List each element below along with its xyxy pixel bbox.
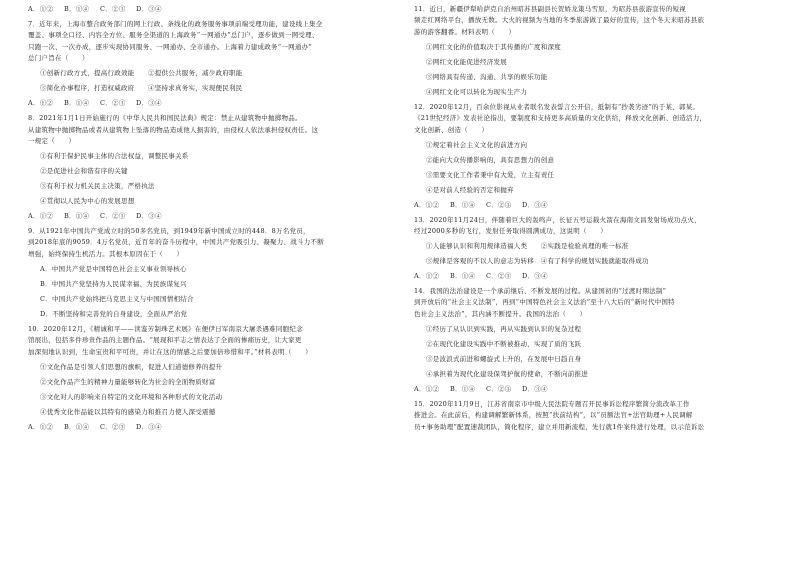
option-line: ④优秀文化作品能以其特有的感染力和推召力使人深受震撼 <box>40 407 216 416</box>
option-line: ①网红文化的价值取决于其传播的广度和深度 <box>426 42 561 51</box>
option-line: ①有利于保护民事主体的合法权益，调整民事关系 <box>40 152 189 161</box>
option-line: ①创新行政方式，提高行政效能 ②提供公共服务，减少政府职能 <box>40 69 243 78</box>
answer-choice: A．①② <box>28 5 54 13</box>
answer-choice: C．②③ <box>486 384 512 393</box>
question-line: 8．2021年1月1日开始施行的《中华人民共和国民法典》规定：禁止从建筑物中抛掷物品。 <box>28 114 302 123</box>
answer-choice: D．③④ <box>522 272 548 281</box>
option-line: D．不断坚持和完善党的自身建设，全面从严治党 <box>40 309 188 318</box>
answer-choice: C．②③ <box>486 200 512 209</box>
answer-choice: C．②③ <box>100 422 126 431</box>
option-line: ③需要文化工作者秉中有大爱，立主有责任 <box>426 170 555 179</box>
answer-choice: D．③④ <box>136 5 162 13</box>
option-line: A．中国共产党是中国特色社会主义事业领导核心 <box>40 264 187 273</box>
answer-choices <box>28 211 380 222</box>
answer-choice: C．②③ <box>100 5 126 13</box>
option-line: ③有利于权力机关民主决策，严格执法 <box>40 182 155 191</box>
option-line: ②是促进社会和谐有序的关键 <box>40 167 128 176</box>
answer-choice: A．①② <box>28 99 54 108</box>
question-line: 《21世纪经济》发表社论指出，要制度和支持更多高质量的文化供给，释放文化创新、创造活力， <box>414 114 707 123</box>
answer-choice: A．①② <box>28 422 54 431</box>
question-line: 一规定（ ） <box>28 137 76 146</box>
question-line: 文化创新、创造（ ） <box>414 125 489 134</box>
answer-choices <box>28 98 380 109</box>
answer-choice: C．②③ <box>486 272 512 281</box>
option-line: ③简化办事程序，打造权威政府 ④坚持求真务实，实现便民利民 <box>40 84 243 93</box>
answer-choice: A．①② <box>414 200 440 209</box>
question-line: 加深刻地认识到，生命宝贵和平可贵，并让在这的情感之后要加倍珍惜和平。”材料表明（ ） <box>28 347 312 356</box>
option-line: ②在现代化建设实践中不断被推动，实现了质的飞跃 <box>426 339 582 348</box>
option-line: ①文化作品是引领人们思想的旗帜，促进人们道德修养的提升 <box>40 362 223 371</box>
answer-choice: B．①④ <box>64 422 90 431</box>
answer-choice: C．②③ <box>100 99 126 108</box>
question-line: 总门户旨在（ ） <box>28 54 89 63</box>
left-column <box>28 4 380 433</box>
answer-choices <box>414 200 766 211</box>
question-line: 馆展出，包括多件珍贵作品的主题作品。“展现和平志之情表达了全面的惨痛历史，让大家更 <box>28 336 302 345</box>
question-line: 从建筑物中抛掷物品或者从建筑物上坠落的物品造成他人损害的，由侵权人依法承担侵权责任。这 <box>28 125 319 134</box>
answer-choice: C．②③ <box>100 212 126 221</box>
answer-choice: A．①② <box>414 272 440 281</box>
answer-choices <box>28 422 380 433</box>
question-line: 11．近日，新疆伊犁哈萨克自治州昭苏县副县长贺娇龙策马雪原，为昭苏县旅游宣传的短视 <box>414 5 687 13</box>
option-line: ④承担着为现代化建设保驾护航的使命，不断向前推进 <box>426 369 588 378</box>
answer-choices <box>414 384 766 395</box>
answer-choice: D．③④ <box>136 212 162 221</box>
option-line: ④网红文化可以转化为现实生产力 <box>426 87 528 96</box>
question-line: 到开放后的“社会主义法制”，再到“中国特色社会主义法治”至十八大后的“新时代中国特 <box>414 298 675 307</box>
question-line: 经过2000多秒的飞行，发射任务取得圆满成功，这说明（ ） <box>414 227 608 236</box>
answer-choice: B．①④ <box>450 200 476 209</box>
option-line: ②网红文化能促进经济发展 <box>426 57 507 66</box>
answer-choice: D．③④ <box>522 200 548 209</box>
question-line: 游的游客翻番。材料表明（ ） <box>414 27 516 36</box>
question-line: 频走红网络平台，播放无数。大火的视频为当地的冬季旅游做了最好的宣传，这个冬天来昭苏县旅 <box>414 16 705 25</box>
question-line: 覆盖、事项全口径、内容全方位、服务全渠道的上海政务“一网通办”总门户，逐步做到一网受理、 <box>28 31 319 40</box>
answer-choices <box>28 4 380 15</box>
answer-choice: B．①④ <box>64 5 90 13</box>
question-line: 到2018年底的9059．4万名党员，近百年的奋斗历程中，中国共产党吸引力、凝聚力、战斗力不断 <box>28 238 324 247</box>
question-line: 9．从1921年中国共产党成立时的50多名党员，到1949年新中国成立时的448．8万名党员， <box>28 227 310 236</box>
option-line: ③网络具有传递、沟通、共享的娱乐功能 <box>426 72 548 81</box>
answer-choice: A．①② <box>414 384 440 393</box>
option-line: ②文化作品产生的精神力量能够转化为社会的全面物质财富 <box>40 377 216 386</box>
question-line: 14．我国的法治建设是一个承前继后、不断发展的过程。从建国初的“过渡时期法制” <box>414 287 667 296</box>
question-line: 增强，始终保持生机活力。其根本原因在于（ ） <box>28 249 184 258</box>
question-line: 12．2020年12月，百余位影视从业者联名发表誓言公开信，抵制有“抄袭劣迹”的于某、郭某。 <box>414 102 700 111</box>
answer-choice: B．①④ <box>450 272 476 281</box>
option-line: ④贯彻以人民为中心的发展思想 <box>40 197 135 206</box>
question-line: 7．近年来，上海市整合政务部门的网上行政、条线化的政务服务事项前端受理功能，建设线上集全 <box>28 20 323 28</box>
option-line: ①经历了从认识到实践，再从实践到认识的复杂过程 <box>426 324 582 333</box>
option-line: ④是对前人经验的否定和抛弃 <box>426 185 514 194</box>
question-line: 员+事务助理”配置速裁团队，简化程序，建立并用新流程，先行就1件案件进行处理，以示范诉讼 <box>414 422 705 431</box>
option-line: ①人能够认识和利用规律造福人类 ②实践是检验真理的唯一标准 <box>426 242 629 251</box>
option-line: B．中国共产党坚持为人民谋幸福、为民族谋复兴 <box>40 279 187 288</box>
question-line: 推进会。在此前后，构建调解繁新体系，按照“扶前结构”，以“员额法官+法官助理+人民调解 <box>414 411 693 420</box>
question-line: 色社会主义法治”，其内涵不断提升。我国的法治（ ） <box>414 309 587 318</box>
answer-choice: B．①④ <box>64 99 90 108</box>
answer-choice: A．①② <box>28 212 54 221</box>
option-line: ③规律是客观的不以人的意志为转移 ④有了科学的规划实践就能取得成功 <box>426 257 649 266</box>
question-line: 13．2020年11月24日，伴随着巨大的轰鸣声，长征五号运载火箭在海南文昌发射场成功点火， <box>414 215 701 224</box>
right-column <box>414 4 766 433</box>
option-line: C．中国共产党始终把马克思主义与中国国情相结合 <box>40 294 194 303</box>
answer-choices <box>414 271 766 282</box>
answer-choice: D．③④ <box>136 99 162 108</box>
answer-choice: D．③④ <box>522 384 548 393</box>
question-line: 只跑一次、一次办成，逐步实现协同服务、一网通办、全市通办。上海着力建成政务“一网通办” <box>28 42 312 51</box>
answer-choice: B．①④ <box>64 212 90 221</box>
answer-choice: B．①④ <box>450 384 476 393</box>
option-line: ③文化对人的影响来自特定的文化环境和各种形式的文化活动 <box>40 392 223 401</box>
answer-choice: D．③④ <box>136 422 162 431</box>
question-line: 15．2020年11月9日，江苏省南京市中级人民法院专题召开民事诉讼程序繁简分流改革工作 <box>414 399 690 408</box>
question-line: 10．2020年12月，《精诚和平——读鉴芳制珠艺术展》在便伊日军南京大屠杀遇难同胞纪念 <box>28 324 303 333</box>
option-line: ②能向大众传播影响的，具有思想力的创意 <box>426 155 555 164</box>
option-line: ③是波浪式前进和螺旋式上升的，在发展中日趋自身 <box>426 354 582 363</box>
option-line: ①规定着社会主义文化的前进方向 <box>426 140 528 149</box>
